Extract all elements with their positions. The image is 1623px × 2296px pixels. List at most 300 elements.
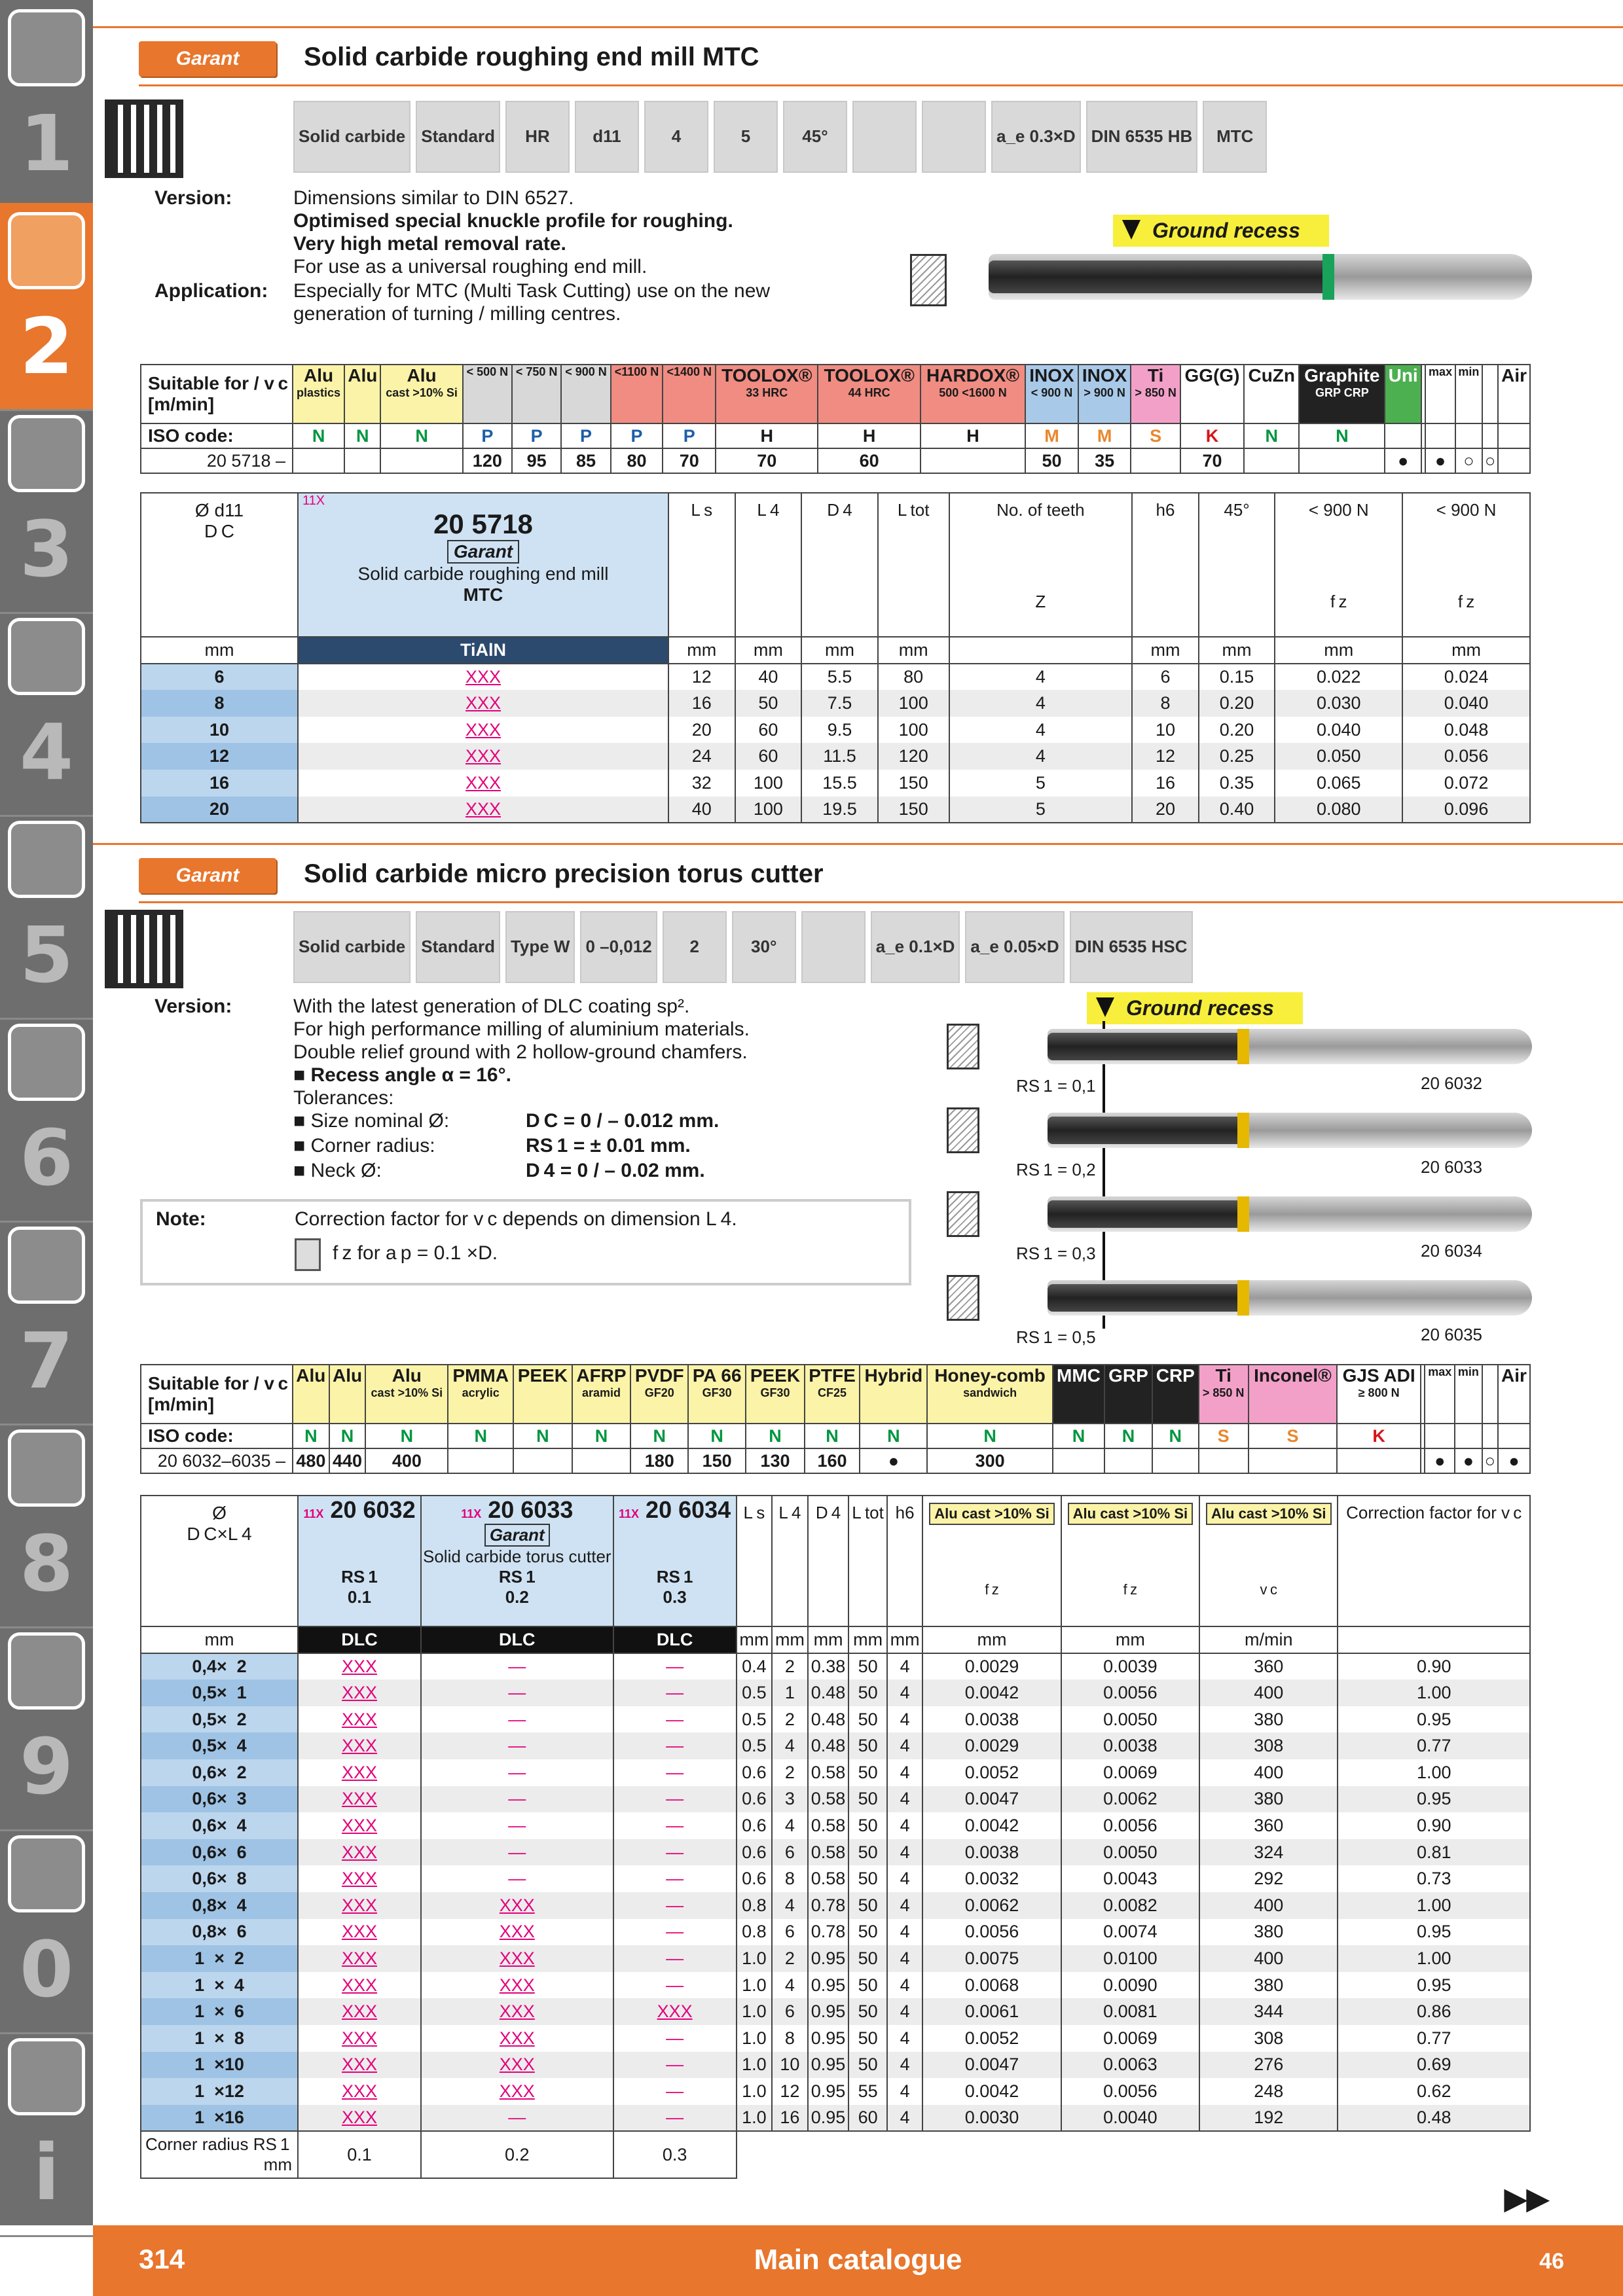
availability[interactable]: XXX: [298, 1865, 421, 1892]
value: 292: [1199, 1865, 1338, 1892]
availability[interactable]: XXX: [298, 770, 668, 797]
iso-code: N: [344, 423, 380, 448]
cutting-speed: 85: [561, 448, 610, 473]
availability[interactable]: XXX: [298, 1839, 421, 1866]
table-row: [141, 1706, 1530, 1733]
value: 15.5: [801, 770, 878, 797]
material-col-8: PEEK GF30: [746, 1365, 805, 1424]
feature-icon-0: Solid carbide: [293, 101, 410, 173]
col-head-0: L s: [668, 493, 735, 637]
availability[interactable]: XXX: [298, 690, 668, 717]
value: 2: [772, 1653, 808, 1680]
availability[interactable]: XXX: [298, 2105, 421, 2132]
feature-icon-1: Standard: [416, 101, 500, 173]
availability[interactable]: XXX: [421, 1919, 613, 1946]
value: 0.0090: [1061, 1972, 1199, 1999]
feature-icon-9: DIN 6535 HSC: [1070, 911, 1193, 983]
value: 10: [1132, 717, 1199, 744]
iso-code: S: [1199, 1424, 1249, 1448]
coating-head: DLC: [613, 1626, 737, 1653]
value: 0.6: [737, 1759, 773, 1786]
value: 0.0029: [922, 1653, 1061, 1680]
availability[interactable]: XXX: [298, 1653, 421, 1680]
iso-code: [1482, 1424, 1498, 1448]
cutting-speed: ●: [1385, 448, 1421, 473]
chapter-number-1: 1: [19, 98, 74, 188]
section1-header: [93, 26, 1623, 85]
availability[interactable]: XXX: [298, 1812, 421, 1839]
material-col-6: <1100 N: [611, 365, 663, 423]
value: 0.040: [1402, 690, 1530, 717]
table-row: [141, 1945, 1530, 1972]
article-range: 20 6032–6035 –: [141, 1448, 293, 1473]
iso-code: [1455, 1424, 1482, 1448]
value: 1.00: [1338, 1945, 1530, 1972]
chapter-2-icon: [8, 212, 85, 289]
value: 50: [848, 1919, 886, 1946]
value: 1.0: [737, 1972, 773, 1999]
value: 100: [878, 717, 949, 744]
corner-radius-value: 0.3: [613, 2131, 737, 2178]
value: 60: [848, 2105, 886, 2132]
col-head-5: h6: [1132, 493, 1199, 637]
material-col-17: GJS ADI ≥ 800 N: [1337, 1365, 1420, 1424]
chapter-tab-7[interactable]: [0, 1217, 93, 1426]
iso-code: P: [463, 423, 512, 448]
ground-recess-label: Ground recess: [1113, 215, 1329, 247]
chapter-tab-i[interactable]: [0, 2029, 93, 2237]
cutting-speed: [921, 448, 1025, 473]
chapter-4-icon: [8, 618, 85, 695]
availability: —: [613, 1945, 737, 1972]
chapter-number-7: 7: [19, 1316, 74, 1406]
value: 6: [772, 1839, 808, 1866]
availability[interactable]: XXX: [298, 1759, 421, 1786]
material-col-5: < 900 N: [561, 365, 610, 423]
unit: mm: [1132, 637, 1199, 664]
material-col-16: Graphite GRP CRP: [1299, 365, 1385, 423]
cutting-speed: [1299, 448, 1385, 473]
corner-radius-label: RS 1 = 0,3: [1016, 1244, 1096, 1263]
feature-icon-2: HR: [505, 101, 570, 173]
corner-radius-label: Corner radius RS 1 mm: [141, 2131, 298, 2178]
value: 1: [772, 1679, 808, 1706]
iso-label: ISO code:: [141, 423, 293, 448]
value: 0.5: [737, 1732, 773, 1759]
material-col-20: min: [1455, 365, 1482, 423]
chapter-tab-2[interactable]: [0, 203, 93, 411]
unit: mm: [808, 1626, 849, 1653]
value: 2: [772, 1706, 808, 1733]
table-row: [141, 1679, 1530, 1706]
value: 4: [772, 1732, 808, 1759]
chapter-number: 46: [1539, 2249, 1564, 2274]
chapter-tab-4[interactable]: [0, 609, 93, 817]
version-text: With the latest generation of DLC coating sp². For high performance milling of aluminium materials. Double relief ground with 2 hollow-ground chamfers. ■ Recess angle α = 16°. Tolerances: ■ Size nominal Ø: D C = 0 / – 0.012 mm. ■ Corner radius: RS 1 = ± 0.01 mm. ■ Neck Ø: D 4 = 0 / – 0.02 mm.: [293, 996, 750, 1181]
value: 4: [887, 1945, 923, 1972]
value: 9.5: [801, 717, 878, 744]
value: 50: [848, 2052, 886, 2079]
availability: —: [421, 1865, 613, 1892]
availability[interactable]: XXX: [298, 664, 668, 691]
value: 380: [1199, 1706, 1338, 1733]
unit: mm: [922, 1626, 1061, 1653]
chapter-5-icon: [8, 821, 85, 898]
section2-description: [155, 995, 940, 1191]
col-head-1: L 4: [735, 493, 802, 637]
chapter-number-0: 0: [19, 1924, 74, 2015]
cutting-speed: ●: [1425, 448, 1455, 473]
material-col-19: max: [1425, 365, 1455, 423]
availability[interactable]: XXX: [298, 1892, 421, 1919]
corner-radius-icon: [947, 1191, 979, 1237]
cutting-speed: 180: [630, 1448, 688, 1473]
corner-radius-value: 0.2: [421, 2131, 613, 2178]
col-head-5: Alu cast >10% Si f z: [922, 1496, 1061, 1626]
value: 150: [878, 797, 949, 823]
table-row: [141, 2052, 1530, 2079]
dimension: 0,4× 2: [141, 1653, 298, 1680]
qr-code[interactable]: [105, 99, 183, 178]
value: 0.0038: [922, 1839, 1061, 1866]
article-number: 20 6034: [1421, 1241, 1482, 1261]
value: 0.78: [808, 1919, 849, 1946]
dimension: 1 ×12: [141, 2078, 298, 2105]
availability[interactable]: XXX: [298, 1732, 421, 1759]
availability[interactable]: XXX: [298, 1945, 421, 1972]
availability: —: [613, 1706, 737, 1733]
product-head-2: 11X 20 6034 RS 1 0.3: [613, 1496, 737, 1626]
chapter-tab-6[interactable]: [0, 1014, 93, 1223]
availability[interactable]: XXX: [298, 1972, 421, 1999]
chapter-number-9: 9: [19, 1721, 74, 1812]
diameter-head: Ø D C×L 4: [141, 1496, 298, 1626]
value: 0.58: [808, 1839, 849, 1866]
value: 0.0039: [1061, 1653, 1199, 1680]
availability: —: [421, 1812, 613, 1839]
cutting-speed: [1053, 1448, 1104, 1473]
value: 0.0063: [1061, 2052, 1199, 2079]
col-head-4: h6: [887, 1496, 923, 1626]
table-row: [141, 770, 1530, 797]
value: 0.5: [737, 1706, 773, 1733]
value: 100: [878, 690, 949, 717]
value: 0.48: [1338, 2105, 1530, 2132]
section2-header: [93, 843, 1623, 902]
dimension: 0,5× 2: [141, 1706, 298, 1733]
availability[interactable]: XXX: [421, 2078, 613, 2105]
qr-code[interactable]: [105, 910, 183, 988]
availability[interactable]: XXX: [298, 1998, 421, 2025]
value: 1.00: [1338, 1759, 1530, 1786]
value: 0.20: [1199, 717, 1275, 744]
availability[interactable]: XXX: [298, 1679, 421, 1706]
chapter-number-8: 8: [19, 1518, 74, 1609]
unit: mm: [1199, 637, 1275, 664]
version-text: Dimensions similar to DIN 6527. Optimised special knuckle profile for roughing. Very high metal removal rate. For use as a universal roughing end mill.: [293, 187, 733, 278]
material-col-7: <1400 N: [663, 365, 716, 423]
value: 0.0075: [922, 1945, 1061, 1972]
cutting-speed: 130: [746, 1448, 805, 1473]
unit: mm: [141, 637, 298, 664]
availability[interactable]: XXX: [298, 743, 668, 770]
value: 150: [878, 770, 949, 797]
feature-icon-8: a_e 0.05×D: [965, 911, 1064, 983]
coating-head: TiAlN: [298, 637, 668, 664]
value: 0.95: [1338, 1706, 1530, 1733]
value: 0.58: [808, 1865, 849, 1892]
value: 0.022: [1275, 664, 1402, 691]
unit: [949, 637, 1133, 664]
value: 0.0052: [922, 2025, 1061, 2052]
diameter-head: Ø d11 D C: [141, 493, 298, 637]
availability[interactable]: XXX: [298, 1786, 421, 1813]
chapter-tab-1[interactable]: [0, 0, 93, 208]
value: 4: [887, 1998, 923, 2025]
col-head-8: < 900 N f z: [1402, 493, 1530, 637]
value: 0.072: [1402, 770, 1530, 797]
col-head-3: L tot: [848, 1496, 886, 1626]
feature-icon-3: d11: [575, 101, 639, 173]
value: 3: [772, 1786, 808, 1813]
material-col-2: Alu cast >10% Si: [365, 1365, 448, 1424]
iso-code: K: [1180, 423, 1244, 448]
iso-code: [1425, 423, 1455, 448]
chapter-tab-0[interactable]: [0, 1826, 93, 2034]
availability[interactable]: XXX: [421, 1998, 613, 2025]
coating-head: DLC: [421, 1626, 613, 1653]
value: 50: [848, 1892, 886, 1919]
availability[interactable]: XXX: [613, 1998, 737, 2025]
value: 0.95: [808, 2105, 849, 2132]
note-text-1: Correction factor for v c depends on dimension L 4.: [295, 1208, 737, 1230]
availability: —: [613, 1865, 737, 1892]
iso-label: ISO code:: [141, 1424, 293, 1448]
value: 0.024: [1402, 664, 1530, 691]
value: 4: [887, 2052, 923, 2079]
col-head-0: L s: [737, 1496, 773, 1626]
value: 6: [772, 1919, 808, 1946]
iso-code: N: [688, 1424, 746, 1448]
chapter-number-2: 2: [19, 301, 74, 391]
availability[interactable]: XXX: [421, 1972, 613, 1999]
availability[interactable]: XXX: [421, 2052, 613, 2079]
value: 0.030: [1275, 690, 1402, 717]
value: 0.81: [1338, 1839, 1530, 1866]
dimension: 0,5× 1: [141, 1679, 298, 1706]
value: 50: [848, 1865, 886, 1892]
value: 1.00: [1338, 1679, 1530, 1706]
value: 0.0038: [1061, 1732, 1199, 1759]
table-row: [141, 1759, 1530, 1786]
cutting-speed: [1131, 448, 1180, 473]
value: 0.0069: [1061, 2025, 1199, 2052]
material-col-11: INOX < 900 N: [1025, 365, 1078, 423]
section1-title: Solid carbide roughing end mill MTC: [304, 43, 759, 71]
value: 120: [878, 743, 949, 770]
iso-code: N: [746, 1424, 805, 1448]
chapter-number-6: 6: [19, 1113, 74, 1203]
value: 50: [848, 1759, 886, 1786]
dimension: 1 × 6: [141, 1998, 298, 2025]
section1-product-table: [140, 492, 1531, 823]
material-col-6: PVDF GF20: [630, 1365, 688, 1424]
table-row: [141, 2105, 1530, 2132]
cutting-speed: [380, 448, 462, 473]
next-page-arrows[interactable]: ▶▶: [1504, 2183, 1549, 2215]
value: 50: [848, 1812, 886, 1839]
value: 0.0042: [922, 1812, 1061, 1839]
value: 50: [848, 1972, 886, 1999]
availability[interactable]: XXX: [298, 1706, 421, 1733]
value: 0.096: [1402, 797, 1530, 823]
value: 0.0068: [922, 1972, 1061, 1999]
availability[interactable]: XXX: [298, 2078, 421, 2105]
iso-code: [1455, 423, 1482, 448]
value: 360: [1199, 1812, 1338, 1839]
chapter-tab-3[interactable]: [0, 406, 93, 614]
product-head: 11X 20 5718 Garant Solid carbide roughing end mill MTC: [298, 493, 668, 637]
value: 380: [1199, 1919, 1338, 1946]
value: 0.0061: [922, 1998, 1061, 2025]
value: 1.0: [737, 2078, 773, 2105]
feature-icon-2: Type W: [505, 911, 575, 983]
value: 4: [887, 1865, 923, 1892]
iso-code: N: [380, 423, 462, 448]
iso-code: N: [805, 1424, 860, 1448]
material-col-4: < 750 N: [512, 365, 561, 423]
value: 0.62: [1338, 2078, 1530, 2105]
table-row: [141, 1812, 1530, 1839]
diameter: 12: [141, 743, 298, 770]
cutting-speed: 120: [463, 448, 512, 473]
availability[interactable]: XXX: [421, 1892, 613, 1919]
corner-radius-icon: [947, 1107, 979, 1153]
value: 0.6: [737, 1865, 773, 1892]
value: 4: [887, 1839, 923, 1866]
feature-icon-6: 45°: [783, 101, 847, 173]
table-row: [141, 1972, 1530, 1999]
value: 50: [848, 1653, 886, 1680]
availability: —: [613, 2052, 737, 2079]
diameter: 10: [141, 717, 298, 744]
value: 6: [1132, 664, 1199, 691]
cutting-speed: 95: [512, 448, 561, 473]
availability: —: [421, 1679, 613, 1706]
material-col-17: Uni: [1385, 365, 1421, 423]
iso-code: P: [611, 423, 663, 448]
iso-code: N: [1104, 1424, 1152, 1448]
value: 0.065: [1275, 770, 1402, 797]
value: 0.73: [1338, 1865, 1530, 1892]
cutting-speed: 160: [805, 1448, 860, 1473]
iso-code: N: [365, 1424, 448, 1448]
version-label: Version:: [155, 187, 232, 209]
value: 0.048: [1402, 717, 1530, 744]
chapter-tab-5[interactable]: [0, 812, 93, 1020]
feature-icon-5: 5: [714, 101, 778, 173]
value: 0.4: [737, 1653, 773, 1680]
table-row: [141, 1732, 1530, 1759]
value: 8: [1132, 690, 1199, 717]
table-row: [141, 797, 1530, 823]
table-row: [141, 1653, 1530, 1680]
table-row: [141, 1786, 1530, 1813]
value: 0.0056: [1061, 1679, 1199, 1706]
chapter-8-icon: [8, 1429, 85, 1507]
unit: mm: [878, 637, 949, 664]
value: 40: [668, 797, 735, 823]
value: 0.0047: [922, 1786, 1061, 1813]
value: 16: [1132, 770, 1199, 797]
availability: —: [613, 1732, 737, 1759]
table-row: [141, 690, 1530, 717]
material-col-22: Air: [1498, 365, 1530, 423]
availability[interactable]: XXX: [421, 1945, 613, 1972]
iso-code: N: [572, 1424, 631, 1448]
feed-icon: [295, 1238, 321, 1271]
col-head-3: L tot: [878, 493, 949, 637]
availability[interactable]: XXX: [298, 797, 668, 823]
value: 4: [949, 664, 1133, 691]
value: 4: [887, 1892, 923, 1919]
value: 0.0043: [1061, 1865, 1199, 1892]
iso-code: N: [293, 423, 344, 448]
value: 4: [772, 1892, 808, 1919]
iso-code: [1498, 1424, 1530, 1448]
availability[interactable]: XXX: [298, 717, 668, 744]
value: 50: [848, 1732, 886, 1759]
value: 0.38: [808, 1653, 849, 1680]
torus-cutter-image: [1048, 1196, 1532, 1232]
chapter-tab-8[interactable]: [0, 1420, 93, 1628]
availability[interactable]: XXX: [298, 1919, 421, 1946]
unit: mm: [772, 1626, 808, 1653]
value: 0.77: [1338, 2025, 1530, 2052]
cutting-speed: 70: [1180, 448, 1244, 473]
iso-code: H: [921, 423, 1025, 448]
feature-icon-5: 30°: [732, 911, 796, 983]
value: 4: [887, 1972, 923, 1999]
value: 4: [887, 1732, 923, 1759]
diameter: 6: [141, 664, 298, 691]
iso-code: N: [329, 1424, 366, 1448]
availability[interactable]: XXX: [421, 2025, 613, 2052]
availability[interactable]: XXX: [298, 2052, 421, 2079]
chapter-sidebar: [0, 0, 93, 2225]
iso-code: [1482, 423, 1498, 448]
value: 0.69: [1338, 2052, 1530, 2079]
cutting-speed: [1244, 448, 1299, 473]
chapter-tab-9[interactable]: [0, 1623, 93, 1831]
value: 1.0: [737, 2025, 773, 2052]
table-row: [141, 743, 1530, 770]
value: 0.95: [808, 2025, 849, 2052]
material-col-20: min: [1455, 1365, 1482, 1424]
value: 0.95: [1338, 1919, 1530, 1946]
feature-icon-0: Solid carbide: [293, 911, 410, 983]
chapter-number-3: 3: [19, 504, 74, 594]
iso-code: N: [448, 1424, 513, 1448]
diameter: 8: [141, 690, 298, 717]
value: 0.95: [1338, 1972, 1530, 1999]
value: 50: [848, 2025, 886, 2052]
availability[interactable]: XXX: [298, 2025, 421, 2052]
cutting-speed: [1104, 1448, 1152, 1473]
col-head-4: No. of teeth Z: [949, 493, 1133, 637]
value: 4: [887, 1706, 923, 1733]
garant-logo: Garant: [139, 858, 276, 893]
